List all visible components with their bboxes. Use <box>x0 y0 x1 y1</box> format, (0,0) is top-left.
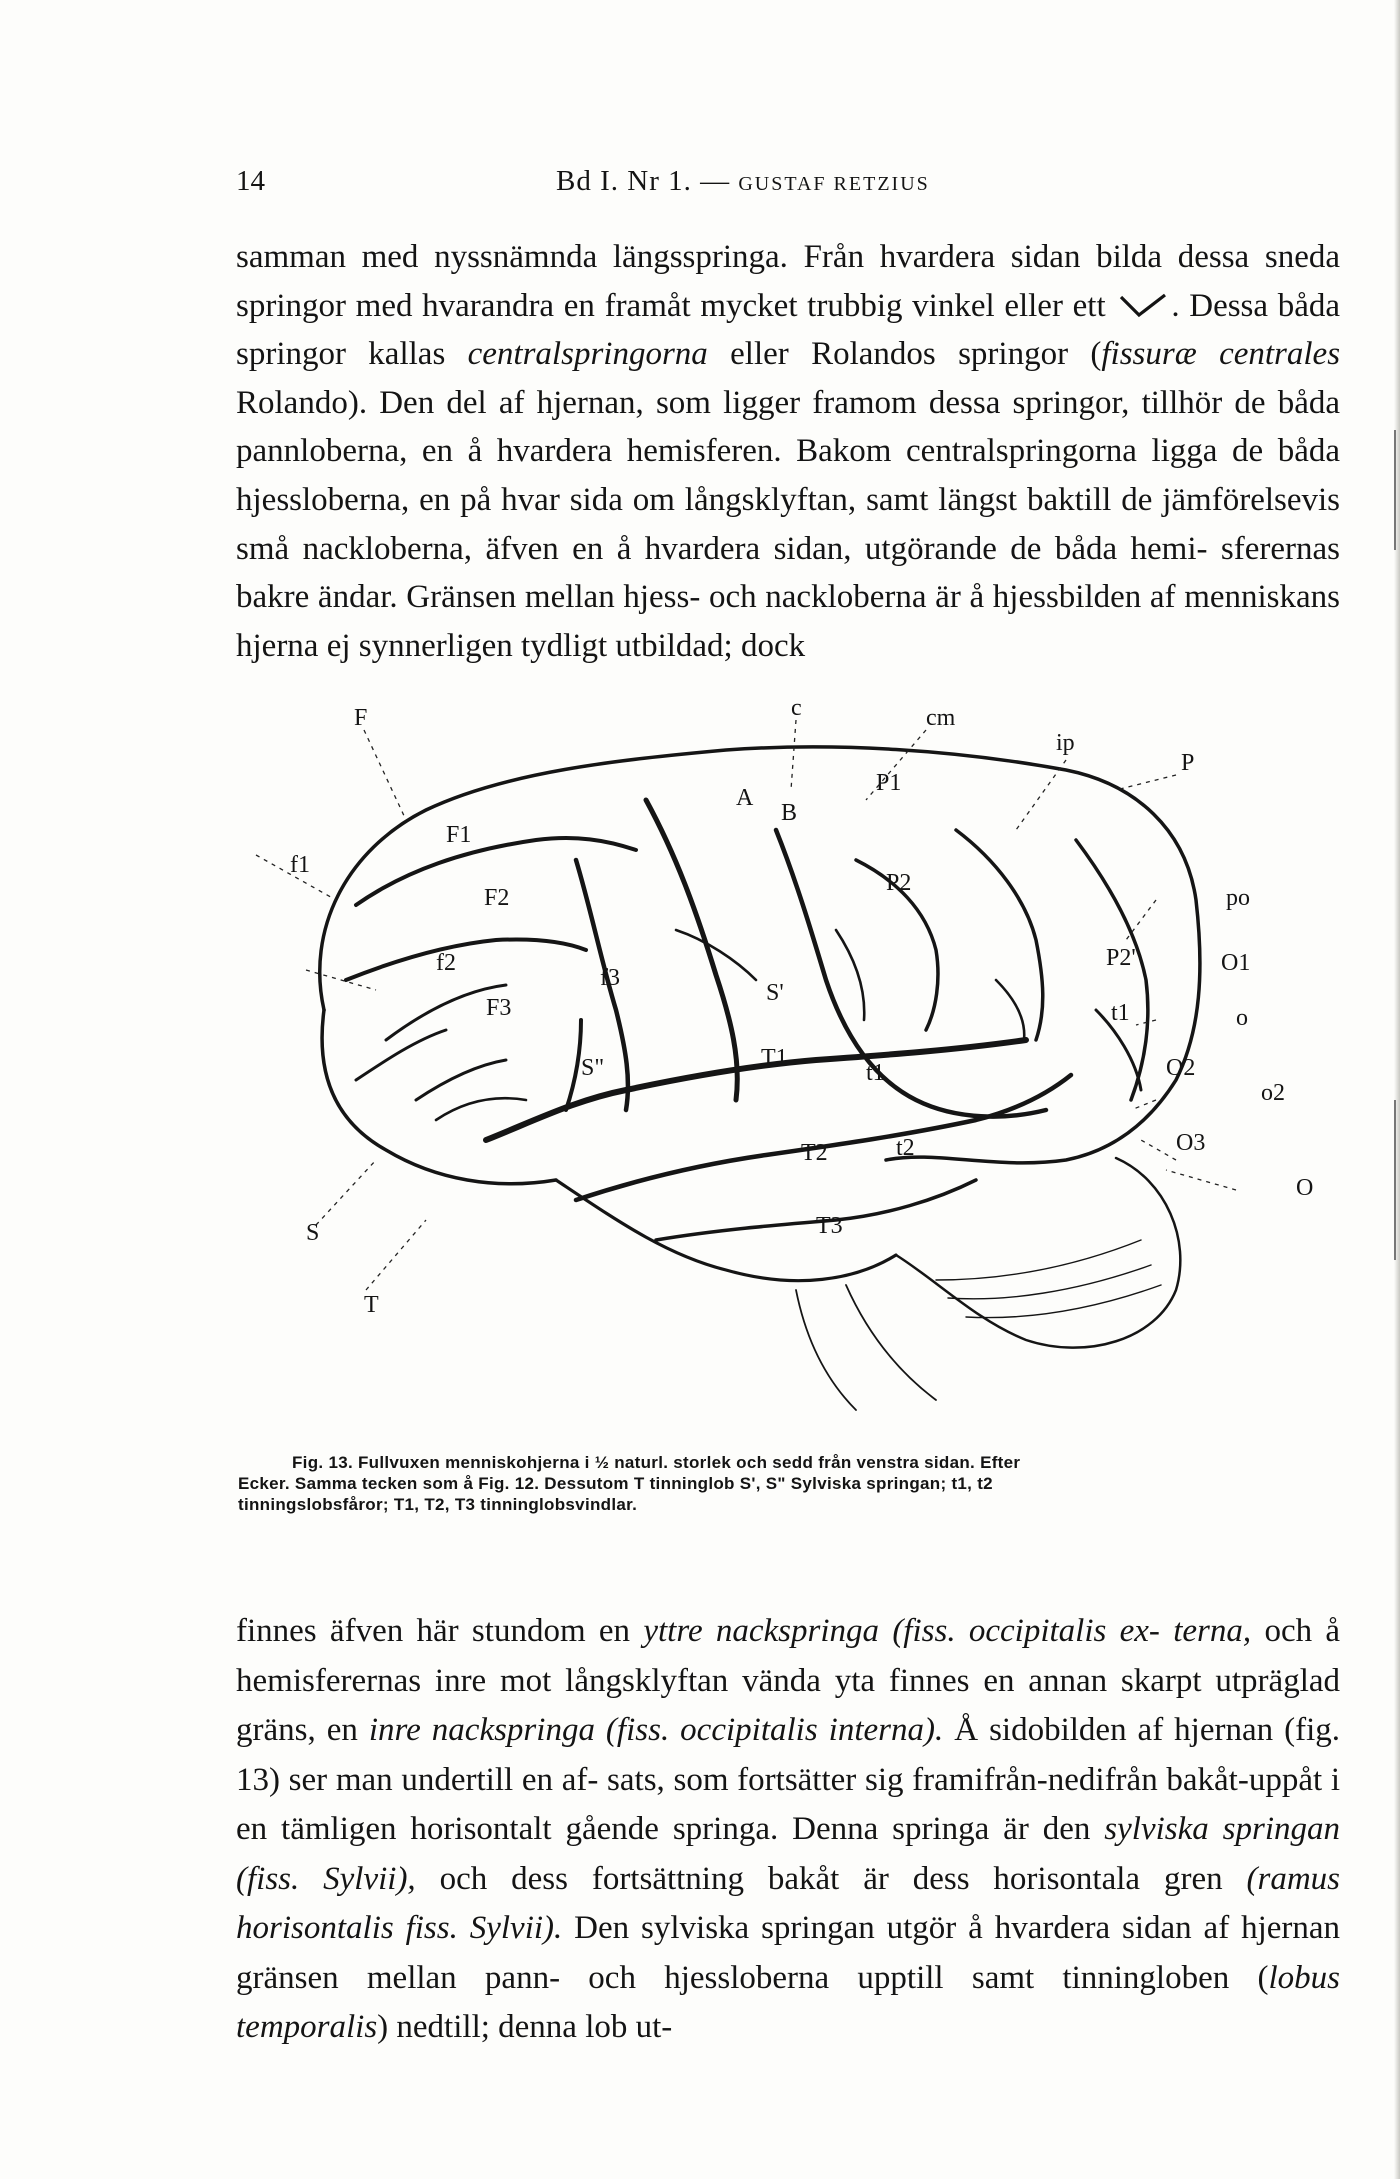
p1-line-5: framom dessa springor, tillhör de båda pannloberna, en å hvardera <box>236 384 1340 470</box>
central-sulcus <box>646 800 737 1100</box>
label-t2: t2 <box>896 1135 915 1161</box>
scan-page-edge <box>1394 0 1400 2179</box>
label-P2-prime: P2' <box>1106 945 1136 971</box>
label-F2: F2 <box>484 885 510 911</box>
cerebellum-outline <box>896 1158 1180 1348</box>
cerebellum-folia <box>936 1240 1161 1318</box>
page-number: 14 <box>236 165 265 197</box>
frontal-gyrus-line-2 <box>356 1030 506 1100</box>
p2-line-6a: horisontalt gående springa. Denna springa är den <box>410 1811 1091 1847</box>
p2-line-1a: finnes äfven här stundom en <box>236 1613 631 1649</box>
issue: Nr 1. <box>627 165 692 197</box>
label-t1-right: t1 <box>1111 1000 1130 1026</box>
p1-line-2: sneda springor med hvarandra en framåt mycket trubbig vinkel eller <box>236 239 1340 324</box>
label-T: T <box>364 1292 379 1318</box>
term-interna: interna). <box>828 1712 944 1748</box>
p1-line-3b: . Dessa båda springor kallas <box>236 287 1341 373</box>
label-f1: f1 <box>290 852 310 878</box>
p2-line-7b: och dess fortsättning bakåt är dess horisontala gren <box>439 1860 1223 1897</box>
p1-line-9: sferernas bakre ändar. Gränsen mellan hjess- och nackloberna är å <box>236 530 1340 616</box>
label-c: c <box>791 695 802 721</box>
p1-line-3a: ett <box>1072 287 1106 324</box>
caption-line-3: tinningslobsfåror; T1, T2, T3 tinninglobsvindlar. <box>238 1495 638 1514</box>
inferior-frontal-sulcus <box>346 939 586 980</box>
label-P2: P2 <box>886 870 912 896</box>
volume: Bd I. <box>556 165 619 197</box>
label-ip: ip <box>1056 730 1075 756</box>
p1-line-6: hemisferen. Bakom centralspringorna ligga de båda hjessloberna, en <box>236 433 1340 518</box>
label-T1: T1 <box>761 1045 788 1071</box>
term-yttre-nackspringa: yttre nackspringa (fiss. occipitalis ex- <box>643 1613 1160 1649</box>
running-title <box>556 165 930 198</box>
p2-line-3a: en annan skarpt utpräglad gräns, en <box>236 1662 1341 1748</box>
term-inre-nackspringa: inre nackspringa (fiss. occipitalis <box>368 1712 818 1748</box>
label-B: B <box>781 800 798 826</box>
p2-line-9: hvardera sidan af hjernan gränsen mellan pann- och hjessloberna <box>236 1910 1341 1996</box>
label-S-prime: S' <box>766 980 784 1006</box>
sylvian-ascending-branch <box>566 1020 581 1110</box>
label-O3: O3 <box>1176 1130 1206 1156</box>
p2-line-8b: Den sylviska springan utgör å <box>574 1910 983 1946</box>
caption-line-2: Ecker. Samma tecken som å Fig. 12. Dessutom T tinninglob S', S" Sylviska springan; t1, t2 <box>238 1474 993 1493</box>
p1-line-3d: eller Rolandos <box>730 336 936 373</box>
label-O2: O2 <box>1166 1055 1196 1081</box>
scan-mark-2 <box>1394 1100 1396 1260</box>
paragraph-2 <box>236 1607 1340 2053</box>
frontal-base-outline <box>322 1010 556 1184</box>
label-F: F <box>354 705 368 731</box>
p1-line-8: små nackloberna, äfven en å hvardera sidan, utgörande de båda hemi- <box>236 530 1208 567</box>
term-lobus-temporalis: lobus temporalis <box>236 1959 1340 2045</box>
caption-line-1: Fig. 13. Fullvuxen menniskohjerna i ½ naturl. storlek och sedd från venstra sidan. Efter <box>292 1453 1021 1472</box>
label-O: O <box>1296 1175 1314 1201</box>
scan-mark-1 <box>1394 430 1396 550</box>
p2-line-10a: upptill samt tinningloben ( <box>857 1959 1269 1996</box>
p1-line-10: hjessbilden af menniskans hjerna ej synnerligen tydligt utbildad; dock <box>236 579 1341 664</box>
label-o2: o2 <box>1261 1080 1285 1106</box>
superior-temporal-sulcus <box>576 1075 1071 1200</box>
brain-drawing <box>236 680 1340 1450</box>
p1-line-4c: Rolando). Den del af hjernan, som ligger <box>236 384 801 421</box>
p1-line-4a: springor ( <box>958 336 1102 373</box>
figure-caption <box>238 1452 1340 1515</box>
label-t1: t1 <box>866 1060 885 1086</box>
term-externa: terna, <box>1173 1613 1252 1649</box>
p2-line-5: sats, som fortsätter sig framifrån-nedifrån bakåt-uppåt i en tämligen <box>236 1761 1341 1847</box>
p2-line-2b: och å hemisferernas inre mot långsklyftan vända yta finnes <box>236 1613 1341 1699</box>
term-centralspringorna: centralspringorna <box>467 336 708 373</box>
label-po: po <box>1226 885 1250 911</box>
figure-13-brain-illustration <box>236 680 1340 1450</box>
label-cm: cm <box>926 705 956 731</box>
paragraph-1 <box>236 233 1340 670</box>
label-o: o <box>1236 1005 1248 1031</box>
label-T2: T2 <box>801 1140 828 1166</box>
label-f2: f2 <box>436 950 456 976</box>
p1-line-7: på hvar sida om långsklyftan, samt längst baktill de jämförelsevis <box>460 481 1341 518</box>
p1-line-1: samman med nyssnämnda längsspringa. Från hvardera sidan bilda dessa <box>236 239 1250 275</box>
brainstem <box>796 1285 936 1410</box>
term-sylviska-springan: sylviska springan <box>1104 1811 1340 1847</box>
label-O1: O1 <box>1221 950 1251 976</box>
label-P: P <box>1181 750 1195 776</box>
label-S: S <box>306 1220 320 1246</box>
label-F3: F3 <box>486 995 512 1021</box>
p2-line-4b: Å sidobilden af hjernan (fig. 13) ser man undertill en af- <box>236 1712 1341 1798</box>
parietal-gyrus-2 <box>956 830 1043 1040</box>
label-S-dprime: S" <box>581 1055 605 1081</box>
author-name: GUSTAF RETZIUS <box>738 173 930 195</box>
p2-line-10c: ) nedtill; denna lob ut- <box>377 2009 673 2045</box>
v-shape-glyph-icon <box>1115 293 1171 319</box>
term-fiss-sylvii: (fiss. Sylvii), <box>236 1860 416 1897</box>
running-header <box>236 165 1046 205</box>
label-f3: f3 <box>600 965 620 991</box>
header-dash: — <box>700 165 731 197</box>
label-P1: P1 <box>876 770 902 796</box>
term-ramus-horisontalis: (ramus horisontalis fiss. Sylvii). <box>236 1860 1340 1946</box>
label-F1: F1 <box>446 822 472 848</box>
label-T3: T3 <box>816 1213 843 1239</box>
label-A: A <box>736 785 754 811</box>
term-fissurae-centrales: fissuræ centrales <box>1101 336 1341 373</box>
